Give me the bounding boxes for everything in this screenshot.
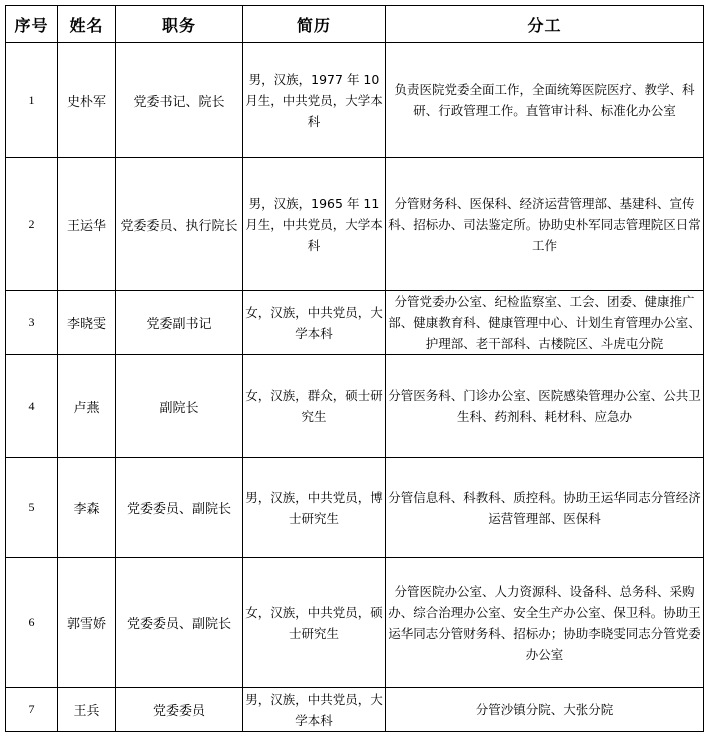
row-duty: 负责医院党委全面工作，全面统筹医院医疗、教学、科研、行政管理工作。直管审计科、标准化办公室	[386, 43, 704, 158]
row-cv: 男，汉族，1965 年 11 月生，中共党员，大学本科	[243, 158, 386, 291]
row-name: 卢燕	[58, 355, 116, 458]
row-cv: 女，汉族，中共党员，硕士研究生	[243, 558, 386, 688]
row-duty: 分管党委办公室、纪检监察室、工会、团委、健康推广部、健康教育科、健康管理中心、计划生育管理办公室、护理部、老干部科、古楼院区、斗虎屯分院	[386, 291, 704, 355]
row-no: 1	[6, 43, 58, 158]
header-cv: 简历	[243, 6, 386, 43]
row-no: 7	[6, 688, 58, 732]
row-cv: 女，汉族，中共党员，大学本科	[243, 291, 386, 355]
row-name: 李森	[58, 458, 116, 558]
row-name: 史朴军	[58, 43, 116, 158]
row-no: 4	[6, 355, 58, 458]
table-row	[6, 291, 704, 355]
row-no: 2	[6, 158, 58, 291]
table-row	[6, 158, 704, 291]
table-row	[6, 458, 704, 558]
row-name: 李晓雯	[58, 291, 116, 355]
row-cv: 男，汉族，中共党员，大学本科	[243, 688, 386, 732]
header-no: 序号	[6, 6, 58, 43]
row-post: 党委委员、副院长	[116, 558, 243, 688]
row-name: 王运华	[58, 158, 116, 291]
row-post: 党委副书记	[116, 291, 243, 355]
row-post: 党委委员、副院长	[116, 458, 243, 558]
table-row	[6, 355, 704, 458]
row-cv: 女，汉族，群众，硕士研究生	[243, 355, 386, 458]
row-cv: 男，汉族，1977 年 10 月生，中共党员，大学本科	[243, 43, 386, 158]
row-no: 6	[6, 558, 58, 688]
table-row	[6, 558, 704, 688]
row-cv: 男，汉族，中共党员，博士研究生	[243, 458, 386, 558]
row-duty: 分管沙镇分院、大张分院	[386, 688, 704, 732]
row-post: 党委委员、执行院长	[116, 158, 243, 291]
table-row	[6, 43, 704, 158]
leadership-table	[5, 5, 704, 732]
header-name: 姓名	[58, 6, 116, 43]
row-post: 党委委员	[116, 688, 243, 732]
row-name: 郭雪娇	[58, 558, 116, 688]
row-duty: 分管医院办公室、人力资源科、设备科、总务科、采购办、综合治理办公室、安全生产办公室、保卫科。协助王运华同志分管财务科、招标办；协助李晓雯同志分管党委办公室	[386, 558, 704, 688]
row-duty: 分管信息科、科教科、质控科。协助王运华同志分管经济运营管理部、医保科	[386, 458, 704, 558]
table-row	[6, 688, 704, 732]
row-post: 党委书记、院长	[116, 43, 243, 158]
row-post: 副院长	[116, 355, 243, 458]
row-no: 3	[6, 291, 58, 355]
row-name: 王兵	[58, 688, 116, 732]
row-duty: 分管财务科、医保科、经济运营管理部、基建科、宣传科、招标办、司法鉴定所。协助史朴军同志管理院区日常工作	[386, 158, 704, 291]
header-post: 职务	[116, 6, 243, 43]
header-duty: 分工	[386, 6, 704, 43]
row-no: 5	[6, 458, 58, 558]
header-row	[6, 6, 704, 43]
row-duty: 分管医务科、门诊办公室、医院感染管理办公室、公共卫生科、药剂科、耗材科、应急办	[386, 355, 704, 458]
